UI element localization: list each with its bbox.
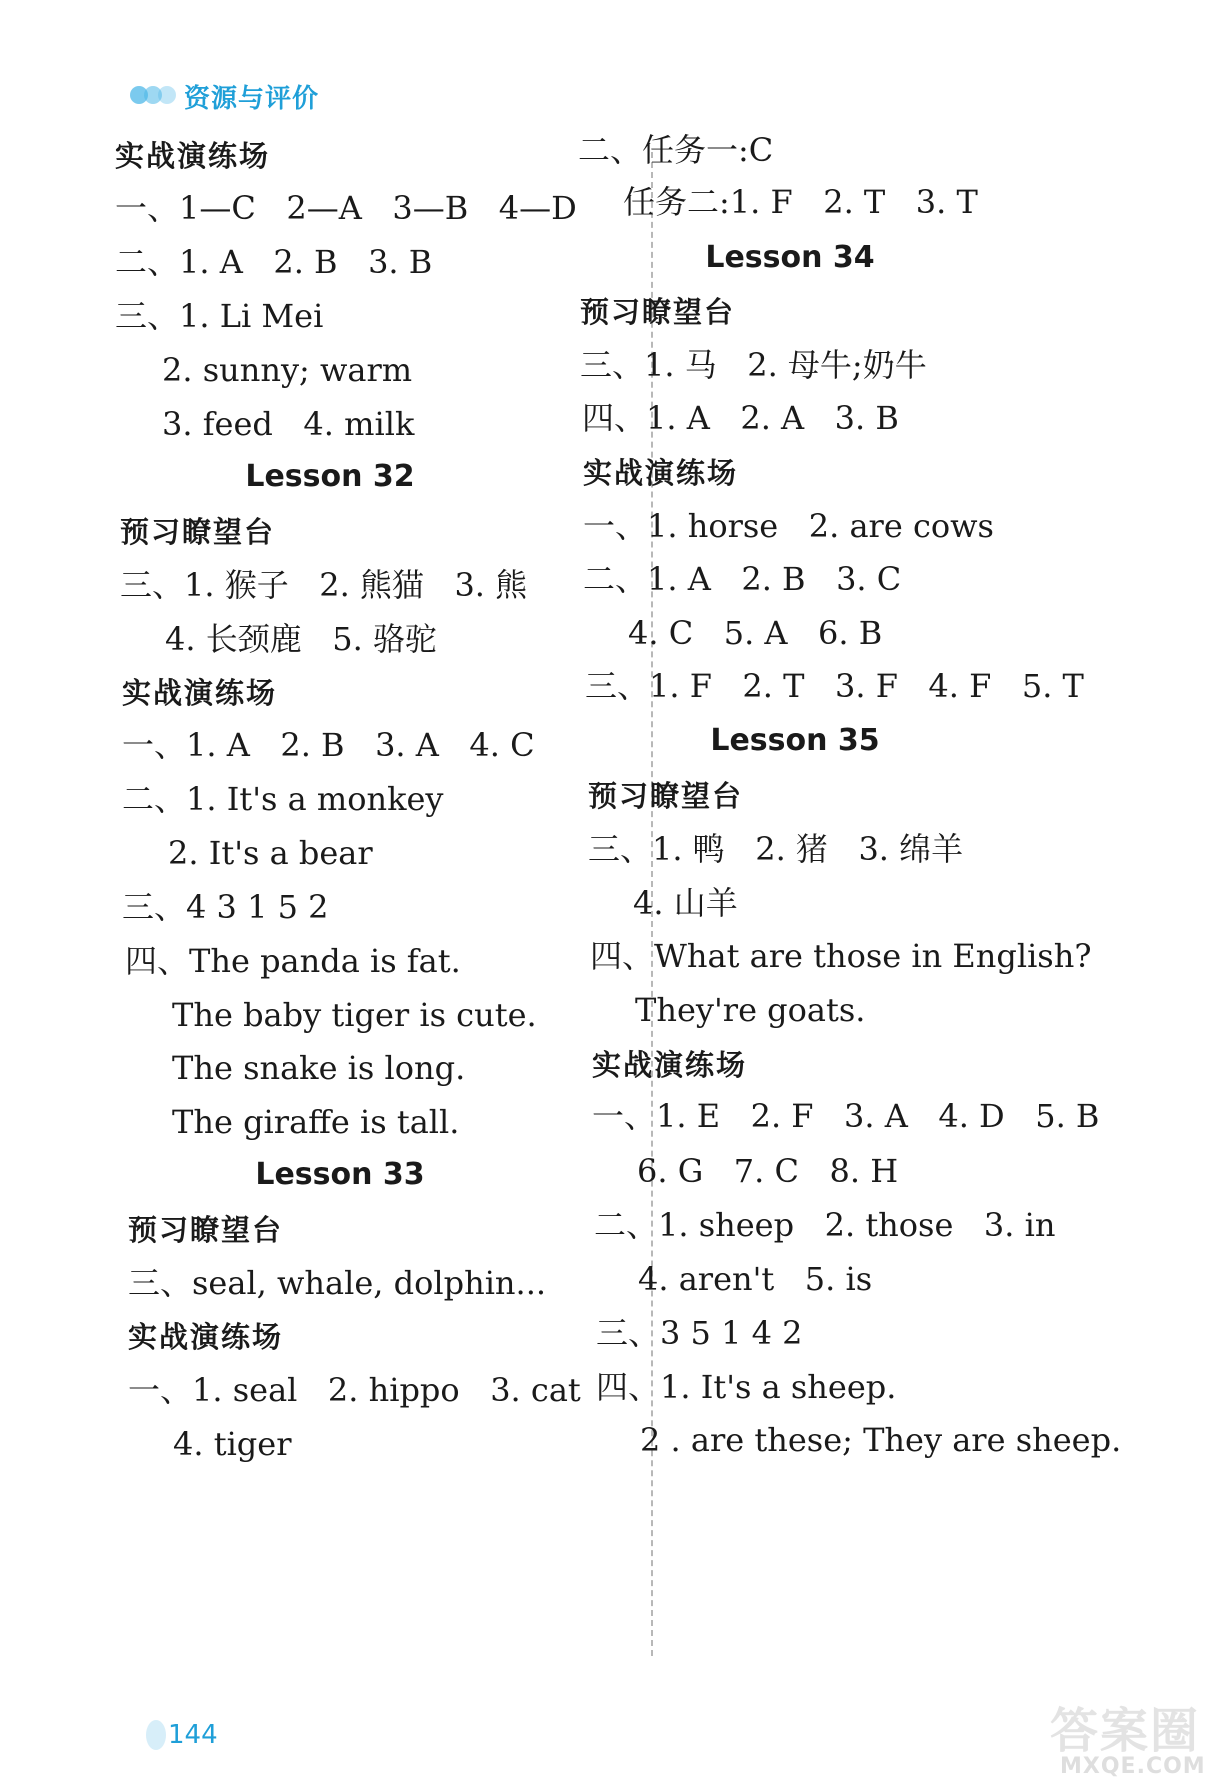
answer-line: 4. aren't 5. is <box>638 1260 873 1298</box>
answer-line: 一、1. seal 2. hippo 3. cat <box>128 1371 581 1409</box>
answer-line: 三、1. 鸭 2. 猪 3. 绵羊 <box>588 830 964 868</box>
answer-line: 四、The panda is fat. <box>125 942 461 980</box>
answer-line: 一、1. horse 2. are cows <box>583 507 994 545</box>
answer-line: 二、任务一:C <box>578 131 774 169</box>
answer-line: 三、1. F 2. T 3. F 4. F 5. T <box>585 667 1084 705</box>
footer-decoration-icon <box>146 1720 166 1750</box>
answer-line: 三、4 3 1 5 2 <box>122 888 329 926</box>
answer-line: 二、1. A 2. B 3. C <box>583 560 902 598</box>
section-heading: 实战演练场 <box>583 456 739 490</box>
lesson-title: Lesson 35 <box>710 723 880 758</box>
watermark-text: 答案圈 <box>1050 1703 1201 1759</box>
answer-line: The snake is long. <box>172 1049 466 1087</box>
answer-line: 三、seal, whale, dolphin... <box>128 1264 547 1302</box>
lesson-title: Lesson 34 <box>705 240 875 275</box>
answer-line: 2 . are these; They are sheep. <box>640 1421 1122 1459</box>
answer-line: 二、1. It's a monkey <box>122 780 444 818</box>
header-logo-icon <box>130 82 178 110</box>
lesson-title: Lesson 32 <box>245 459 415 494</box>
answer-line: 2. sunny; warm <box>162 351 413 389</box>
answer-line: 三、1. 马 2. 母牛;奶牛 <box>580 346 927 384</box>
answer-line: 一、1—C 2—A 3—B 4—D <box>115 189 577 227</box>
section-heading: 实战演练场 <box>592 1048 748 1082</box>
page-footer <box>146 1715 218 1755</box>
answer-line: 3. feed 4. milk <box>162 405 415 443</box>
answer-line: 6. G 7. C 8. H <box>637 1152 899 1190</box>
watermark <box>1050 1692 1220 1787</box>
answer-line: 四、1. It's a sheep. <box>596 1368 897 1406</box>
answer-line: 一、1. E 2. F 3. A 4. D 5. B <box>592 1097 1100 1135</box>
page-number: 144 <box>168 1720 218 1750</box>
answer-line: 4. tiger <box>173 1425 292 1463</box>
answer-line: 四、1. A 2. A 3. B <box>582 399 899 437</box>
lesson-title: Lesson 33 <box>255 1157 425 1192</box>
answer-line: The baby tiger is cute. <box>172 996 537 1034</box>
answer-line: 4. 长颈鹿 5. 骆驼 <box>165 620 437 658</box>
answer-line: 4. C 5. A 6. B <box>628 614 883 652</box>
answer-line: 三、1. Li Mei <box>115 297 324 335</box>
answer-line: 三、1. 猴子 2. 熊猫 3. 熊 <box>120 566 528 604</box>
section-heading: 预习瞭望台 <box>128 1213 284 1247</box>
answer-line: 二、1. sheep 2. those 3. in <box>594 1206 1056 1244</box>
answer-line: 4. 山羊 <box>633 884 738 922</box>
section-heading: 实战演练场 <box>128 1320 284 1354</box>
answer-line: 2. It's a bear <box>168 834 373 872</box>
watermark-url: MXQE.COM <box>1060 1754 1206 1779</box>
answer-line: 四、What are those in English? <box>590 937 1092 975</box>
answer-line: 一、1. A 2. B 3. A 4. C <box>122 726 535 764</box>
answer-line: The giraffe is tall. <box>172 1103 460 1141</box>
answer-line: 任务二:1. F 2. T 3. T <box>623 183 978 221</box>
answer-line: 二、1. A 2. B 3. B <box>115 243 433 281</box>
header-title: 资源与评价 <box>184 83 320 114</box>
answer-line: They're goats. <box>635 991 866 1029</box>
section-heading: 实战演练场 <box>122 676 278 710</box>
section-heading: 预习瞭望台 <box>120 515 276 549</box>
page-header <box>130 74 319 118</box>
section-heading: 实战演练场 <box>115 139 271 173</box>
section-heading: 预习瞭望台 <box>588 779 744 813</box>
section-heading: 预习瞭望台 <box>580 295 736 329</box>
answer-line: 三、3 5 1 4 2 <box>596 1314 803 1352</box>
